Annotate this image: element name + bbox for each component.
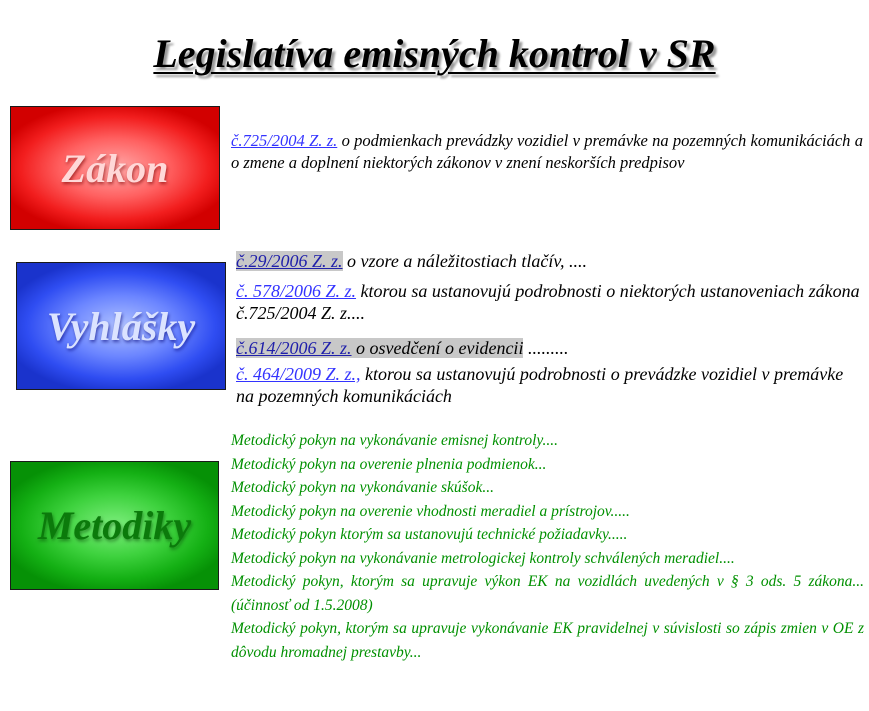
vyhlaska-item	[236, 280, 864, 324]
vyhlaska-item	[236, 363, 864, 407]
zakon-box	[10, 106, 220, 230]
vyhlaska-link[interactable]: č.29/2006 Z. z.	[236, 251, 343, 271]
metodika-item: Metodický pokyn na vykonávanie emisnej kontroly....	[231, 432, 558, 449]
vyhlaska-link[interactable]: č. 464/2009 Z. z.,	[236, 364, 361, 384]
metodika-item: Metodický pokyn ktorým sa ustanovujú technické požiadavky.....	[231, 526, 628, 543]
zakon-description	[231, 130, 863, 174]
metodika-item: Metodický pokyn na overenie vhodnosti meradiel a prístrojov.....	[231, 502, 630, 520]
vyhlaska-highlight: o osvedčení o evidencii	[351, 338, 524, 358]
metodika-item: Metodický pokyn na overenie plnenia podmienok...	[231, 455, 547, 473]
zakon-text: o podmienkach prevádzky vozidiel v premávke na pozemných komunikáciách a o zmene a doplnení niektorých zákonov v znení neskorších predpisov	[231, 131, 863, 172]
vyhlaska-link[interactable]: č.614/2006 Z. z.	[236, 338, 352, 358]
metodiky-box	[10, 461, 219, 590]
vyhlaska-item	[236, 250, 864, 272]
metodiky-list	[231, 429, 864, 664]
vyhlaska-item	[236, 337, 864, 359]
metodika-item: Metodický pokyn, ktorým sa upravuje vykonávanie EK pravidelnej v súvislosti so zápis zmien v OE z dôvodu hromadnej prestavby...	[231, 620, 864, 661]
zakon-link[interactable]: č.725/2004 Z. z.	[231, 131, 338, 150]
zakon-label: Zákon	[61, 145, 169, 191]
vyhlaska-text: ktorou sa ustanovujú podrobnosti o prevádzke vozidiel v premávke na pozemných komunikáciách	[236, 364, 844, 406]
page-title: Legislatíva emisných kontrol v SR	[153, 31, 716, 76]
vyhlaska-text: o vzore a náležitostiach tlačív, ....	[342, 251, 587, 271]
vyhlaska-text: .........	[523, 338, 569, 358]
vyhlaska-link[interactable]: č. 578/2006 Z. z.	[236, 281, 357, 301]
metodiky-label: Metodiky	[37, 503, 192, 548]
vyhlaska-text: ktorou sa ustanovujú podrobnosti o niektorých ustanoveniach zákona č.725/2004 Z. z....	[236, 281, 860, 323]
metodika-item: Metodický pokyn na vykonávanie skúšok...	[231, 479, 494, 496]
metodika-item: Metodický pokyn na vykonávanie metrologickej kontroly schválených meradiel....	[231, 549, 735, 567]
vyhlasky-label: Vyhlášky	[46, 303, 196, 349]
vyhlasky-box	[16, 262, 226, 390]
metodika-item: Metodický pokyn, ktorým sa upravuje výkon EK na vozidlách uvedených v § 3 ods. 5 zákona... (účinnosť od 1.5.2008)	[231, 573, 864, 614]
